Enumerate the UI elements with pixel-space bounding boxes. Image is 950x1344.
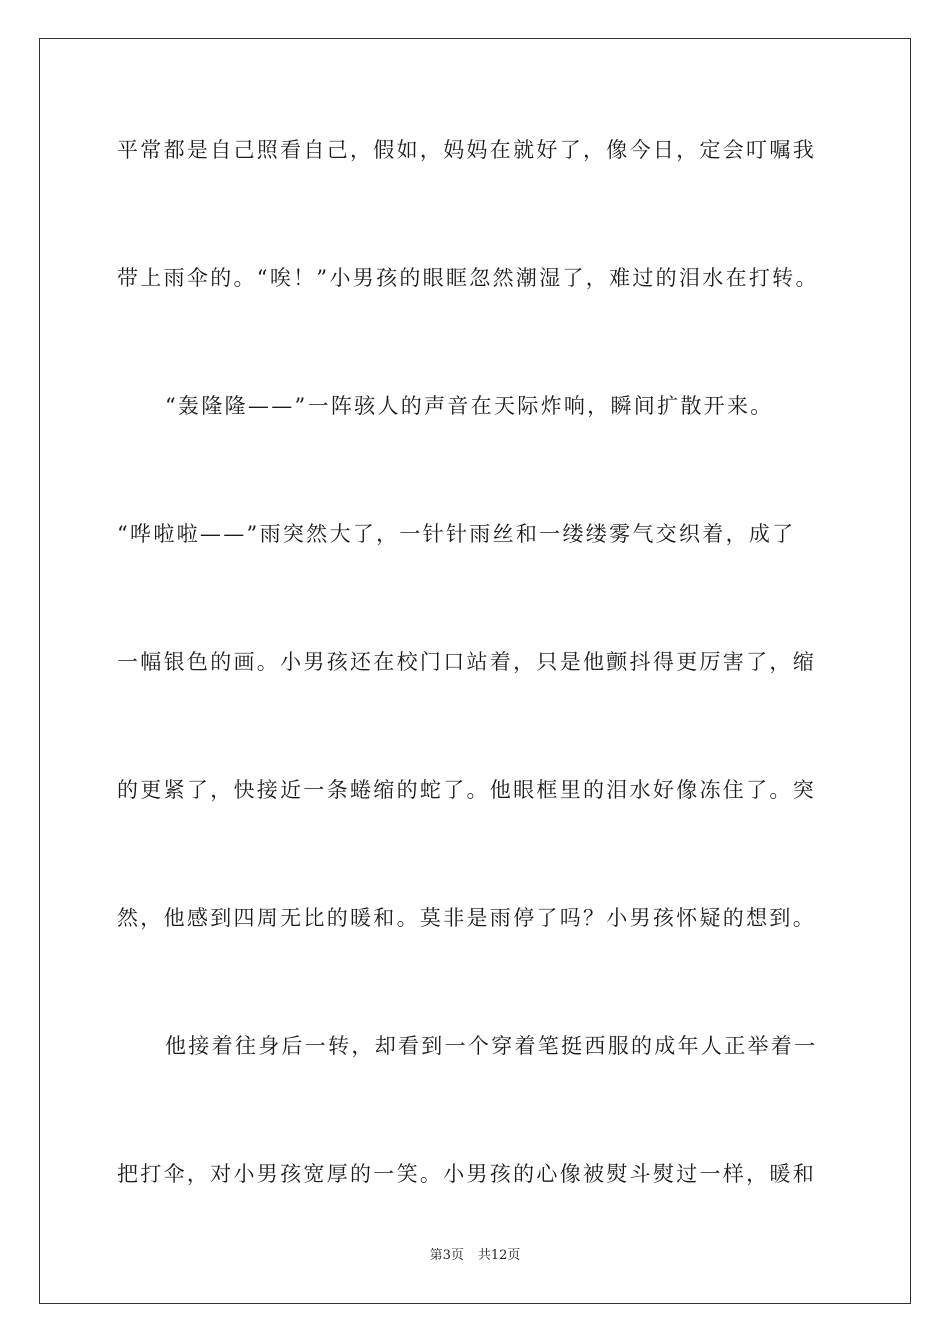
text-line-1: 平常都是自己照看自己，假如，妈妈在就好了，像今日，定会叮嘱我: [117, 138, 816, 162]
text-line-3: “轰隆隆——”一阵骇人的声音在天际炸响，瞬间扩散开来。: [165, 394, 774, 418]
text-line-9: 把打伞，对小男孩宽厚的一笑。小男孩的心像被熨斗熨过一样，暖和: [117, 1162, 816, 1186]
page-footer: [0, 1247, 950, 1265]
text-line-8: 他接着往身后一转，却看到一个穿着笔挺西服的成年人正举着一: [165, 1034, 818, 1058]
text-line-4: “哗啦啦——”雨突然大了，一针针雨丝和一缕缕雾气交织着，成了: [117, 522, 796, 546]
text-line-5: 一幅银色的画。小男孩还在校门口站着，只是他颤抖得更厉害了，缩: [117, 650, 816, 674]
page-total: 共12页: [477, 1248, 521, 1263]
text-line-2: 带上雨伞的。“唉！”小男孩的眼眶忽然潮湿了，难过的泪水在打转。: [117, 266, 819, 290]
text-line-7: 然，他感到四周无比的暖和。莫非是雨停了吗？小男孩怀疑的想到。: [117, 906, 816, 930]
page-number: 第3页: [429, 1248, 464, 1263]
text-line-6: 的更紧了，快接近一条蜷缩的蛇了。他眼框里的泪水好像冻住了。突: [117, 778, 816, 802]
